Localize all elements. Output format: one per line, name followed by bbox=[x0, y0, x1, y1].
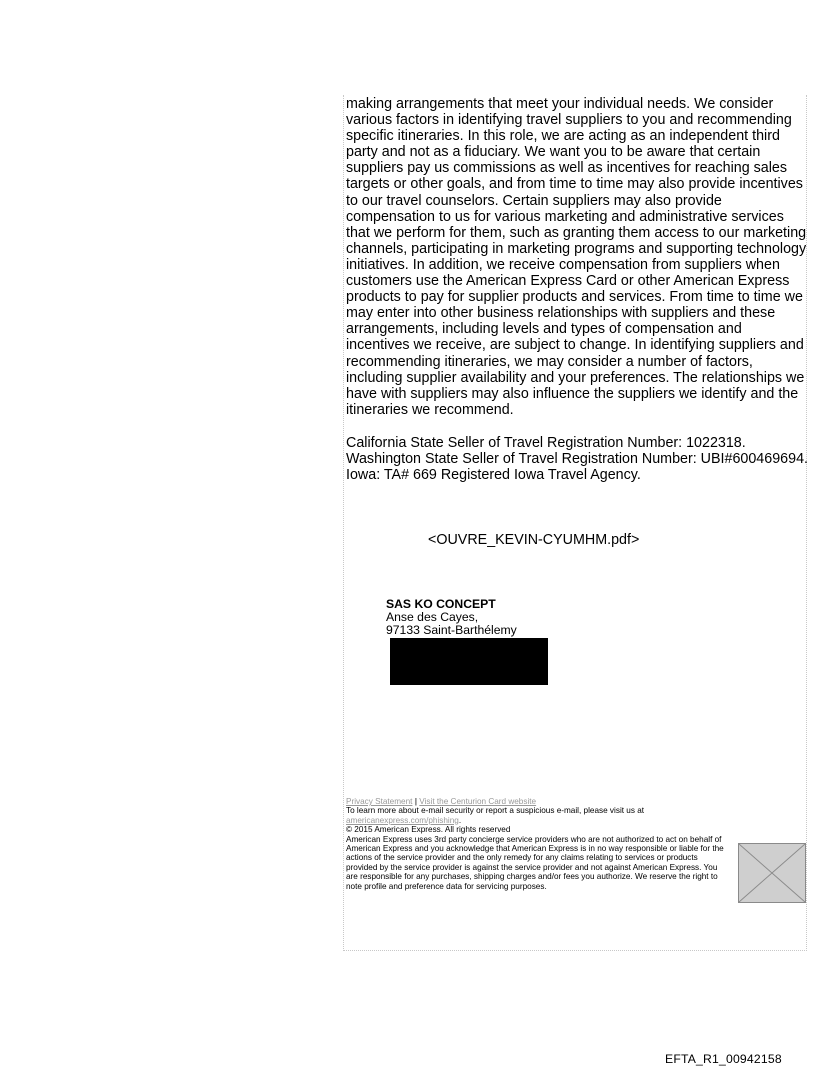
document-id: EFTA_R1_00942158 bbox=[665, 1052, 782, 1066]
phishing-suffix: . bbox=[458, 815, 462, 825]
company-signature bbox=[386, 598, 606, 638]
footer-separator: | bbox=[414, 797, 418, 806]
attachment-link[interactable]: <OUVRE_KEVIN-CYUMHM.pdf> bbox=[428, 532, 640, 548]
centurion-card-link[interactable]: Visit the Centurion Card website bbox=[419, 797, 537, 806]
security-text: To learn more about e-mail security or report a suspicious e-mail, please visit us at bbox=[346, 806, 645, 816]
registration-text: California State Seller of Travel Registration Number: 1022318. Washington State Seller of Travel Registration Number: UBI#600469694. Iowa: TA# 669 Registered Iowa Travel Agency. bbox=[346, 435, 808, 484]
company-name: SAS KO CONCEPT bbox=[386, 597, 496, 611]
copyright-text: © 2015 American Express. All rights reserved bbox=[346, 825, 511, 835]
company-address-line2: 97133 Saint-Barthélemy bbox=[386, 623, 517, 638]
company-address-line1: Anse des Cayes, bbox=[386, 610, 479, 625]
phishing-link[interactable]: americanexpress.com/phishing bbox=[346, 815, 459, 825]
disclaimer-text: American Express uses 3rd party concierge service providers who are not authorized to act on behalf of American Express and you acknowledge that American Express is in no way responsible or liable for the actions of the service provider and the only remedy for any claims relating to services or products provided by the service provider is against the service provider and not against American Express. You are responsible for any purchases, shipping charges and/or fees you authorize. We reserve the right to note profile and preference data for servicing purposes. bbox=[346, 834, 724, 891]
broken-image-icon bbox=[738, 843, 806, 903]
redaction-box bbox=[390, 638, 548, 685]
privacy-statement-link[interactable]: Privacy Statement bbox=[346, 797, 413, 806]
body-paragraph: making arrangements that meet your individual needs. We consider various factors in identifying travel suppliers to you and recommending specific itineraries. In this role, we are acting as an independent third party and not as a fiduciary. We want you to be aware that certain suppliers pay us commissions as well as incentives for reaching sales targets or other goals, and from time to time may also provide incentives to our travel counselors. Certain suppliers may also provide compensation to us for various marketing and administrative services that we perform for them, such as granting them access to our marketing channels, participating in marketing programs and supporting technology initiatives. In addition, we receive compensation from suppliers when customers use the American Express Card or other American Express products to pay for supplier products and services. From time to time we may enter into other business relationships with suppliers and these arrangements, including levels and types of compensation and incentives we receive, are subject to change. In identifying suppliers and recommending itineraries, we may consider a number of factors, including supplier availability and your preferences. The relationships we have with suppliers may also influence the suppliers we identify and the itineraries we recommend. bbox=[346, 96, 807, 418]
email-footer bbox=[346, 797, 730, 891]
